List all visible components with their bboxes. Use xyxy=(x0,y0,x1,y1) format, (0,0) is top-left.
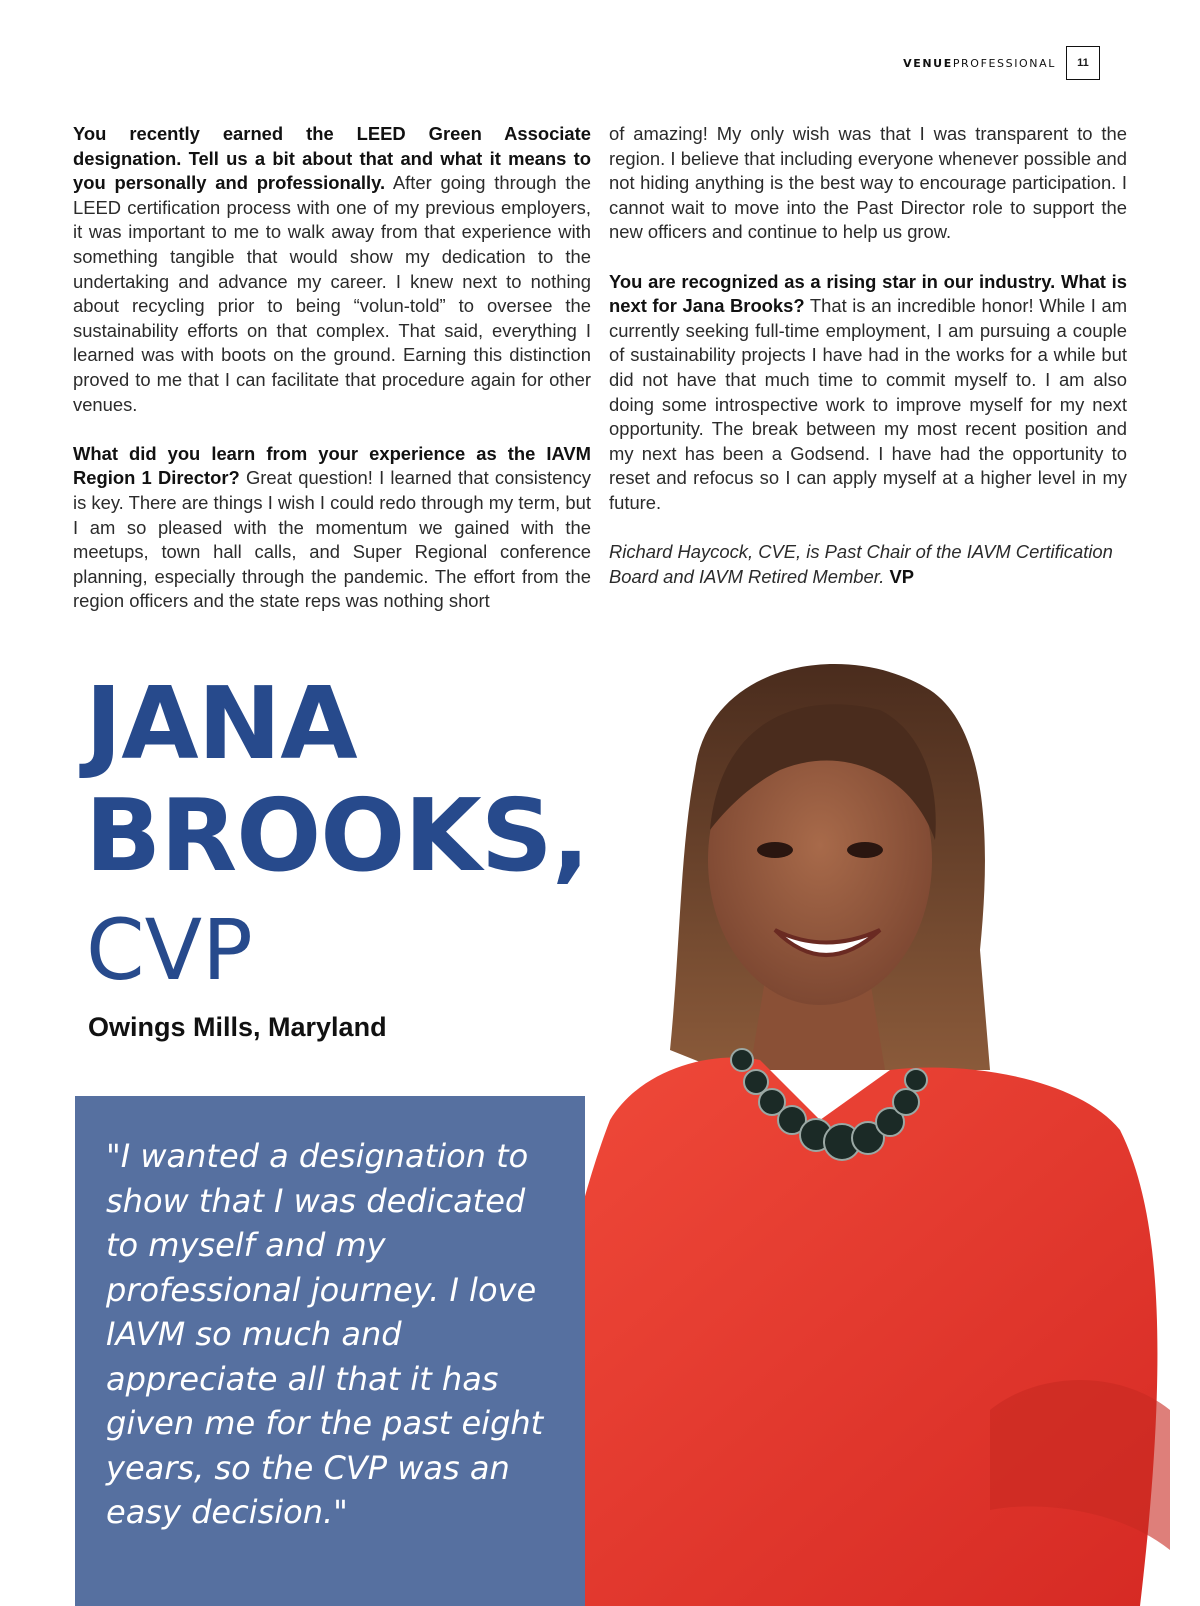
article-column-right xyxy=(609,122,1127,614)
question-1: You recently earned the LEED Green Associate designation. Tell us a bit about that and what it means to you personally and professionally. xyxy=(73,123,591,194)
byline-text: Richard Haycock, CVE, is Past Chair of the IAVM Certification Board and IAVM Retired Member. xyxy=(609,541,1113,587)
answer-3: That is an incredible honor! While I am currently seeking full-time employment, I am pursuing a couple of sustainability projects I have had in the works for a while but did not have that much time to commit myself to. I am also doing some introspective work to improve myself for my next opportunity. The break between my most recent position and my next has been a Godsend. I have had the opportunity to reset and refocus so I can apply myself at a higher level in my future. xyxy=(609,295,1128,513)
profile-location: Owings Mills, Maryland xyxy=(88,1012,387,1042)
answer-paragraph-1 xyxy=(73,122,591,417)
author-byline xyxy=(609,540,1127,589)
brand-light: PROFESSIONAL xyxy=(952,56,1056,70)
name-last: BROOKS, xyxy=(85,777,589,894)
brand-bold: VENUE xyxy=(903,56,953,70)
answer-2: Great question! I learned that consistency is key. There are things I wish I could redo through my term, but I am so pleased with the momentum we gained with the meetups, town hall calls, and Super Regional conference planning, especially through the pandemic. The effort from the region officers and the state reps was nothing short xyxy=(73,467,591,612)
name-first: JANA xyxy=(85,665,357,782)
profile-credential: CVP xyxy=(86,901,253,999)
answer-2-continued: of amazing! My only wish was that I was transparent to the region. I believe that including everyone whenever possible and not hiding anything is the best way to encourage participation. I cannot wait to move into the Past Director role to support the new officers and continue to help us grow. xyxy=(609,123,1127,243)
page-number: 11 xyxy=(1066,46,1100,80)
publication-name xyxy=(903,57,1056,70)
portrait-photo xyxy=(520,650,1200,1606)
question-2: What did you learn from your experience as the IAVM Region 1 Director? xyxy=(73,442,591,489)
answer-paragraph-2 xyxy=(73,442,591,614)
question-3: You are recognized as a rising star in our industry. What is next for Jana Brooks? xyxy=(609,270,1127,317)
answer-1: After going through the LEED certification process with one of my previous employers, it was important to me to walk away from that experience with something tangible that would show my dedication to the undertaking and advance my career. I knew next to nothing about recycling prior to being “volun-told” to oversee the sustainability efforts on that complex. That said, everything I learned was with boots on the ground. Earning this distinction proved to me that I can facilitate that procedure again for other venues. xyxy=(73,172,591,415)
answer-paragraph-3 xyxy=(609,270,1127,516)
masthead xyxy=(903,46,1100,80)
article-column-left xyxy=(73,122,591,638)
profile-name xyxy=(85,665,589,894)
end-mark: VP xyxy=(889,565,914,587)
pull-quote: "I wanted a designation to show that I was dedicated to myself and my professional journey. I love IAVM so much and appreciate all that it has given me for the past eight years, so the CVP was an easy decision." xyxy=(106,1137,544,1531)
